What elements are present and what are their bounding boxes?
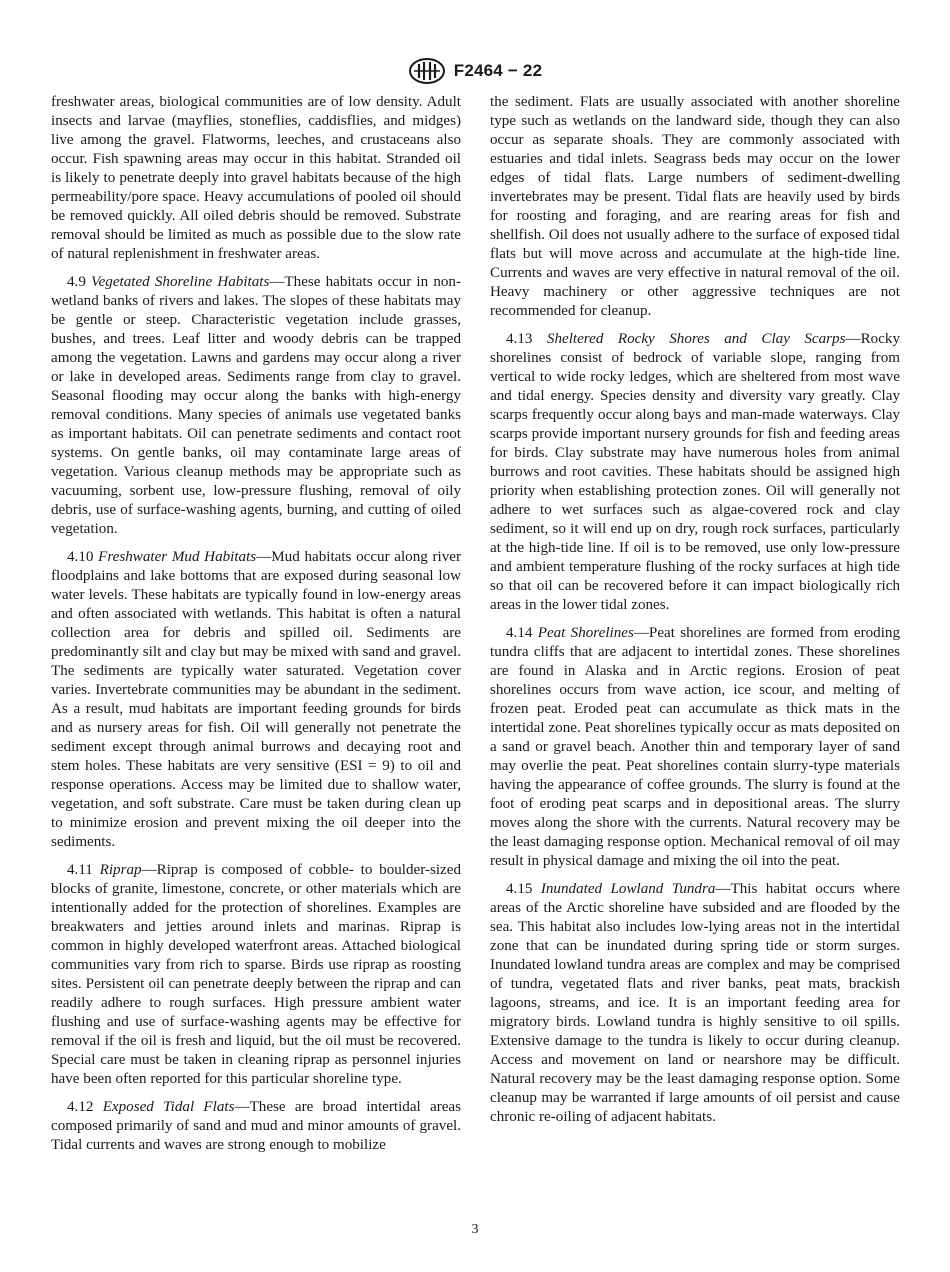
section-4-14 bbox=[490, 624, 900, 871]
section-body: —These habitats occur in non-wetland banks of rivers and lakes. The slopes of these habitats may be gentle or steep. Characteristic vegetation include grasses, bushes, and trees. Leaf litter and woody debris can be trapped among the vegetation. Lawns and gardens may occur along a river or lake in developed areas. Sediments range from clay to gravel. Seasonal flooding may occur along the banks with high-energy removal conditions. Many species of animals use vegetated banks as important habitats. Oil can penetrate sediments and contact root systems. On gentle banks, oil may contaminate large areas of vegetation. Various cleanup methods may be appropriate such as vacuuming, sorbent use, low-pressure flushing, removal of oily debris, use of surface-washing agents, burning, and cutting of oiled vegetation. bbox=[51, 274, 461, 537]
section-4-10 bbox=[51, 548, 461, 852]
section-number: 4.9 bbox=[67, 274, 86, 290]
page-header bbox=[0, 56, 950, 86]
section-4-12 bbox=[51, 1098, 461, 1155]
section-body: —Riprap is composed of cobble- to boulder-sized blocks of granite, limestone, concrete, or other materials which are intentionally added for the protection of shorelines. Examples are breakwaters and jetties around inlets and marinas. Riprap is common in highly developed waterfront areas. Attached biological communities vary from rich to sparse. Birds use riprap as roosting sites. Persistent oil can penetrate deeply between the riprap and can readily adhere to rough surfaces. High pressure ambient water flushing and use of surface-washing agents may be effective for removal if the oil is fresh and liquid, but the oil must be recovered. Special care must be taken in cleaning riprap as personnel injuries have been often reported for this particular shoreline type. bbox=[51, 862, 461, 1087]
section-title: Peat Shorelines bbox=[537, 625, 634, 641]
section-number: 4.15 bbox=[506, 881, 533, 897]
right-column bbox=[490, 93, 900, 1136]
section-number: 4.14 bbox=[506, 625, 533, 641]
section-4-13 bbox=[490, 330, 900, 615]
astm-logo-icon bbox=[408, 58, 446, 84]
page-number: 3 bbox=[471, 1222, 479, 1237]
section-title: Exposed Tidal Flats bbox=[102, 1099, 235, 1115]
section-number: 4.12 bbox=[67, 1099, 94, 1115]
section-4-9 bbox=[51, 273, 461, 539]
standard-designation: F2464 − 22 bbox=[453, 61, 543, 80]
section-body: —Mud habitats occur along river floodplains and lake bottoms that are exposed during seasonal low water levels. These habitats are typically found in low-energy areas and often associated with wetlands. This habitat is often a natural collection area for debris and spilled oil. Sediments are predominantly silt and clay but may be mixed with sand and gravel. The sediments are typically water saturated. Vegetation cover varies. Invertebrate communities may be abundant in the sediment. As a result, mud habitats are important feeding grounds for birds and as nursery areas for fish. Oil will generally not penetrate the sediment except through animal burrows and decaying root and stem holes. These habitats are very sensitive (ESI = 9) to oil and response operations. Access may be limited due to shallow water, vegetation, and soft substrate. Care must be taken during clean up to minimize erosion and prevent mixing the oil deeper into the sediments. bbox=[51, 549, 461, 850]
paragraph-continuation: the sediment. Flats are usually associated with another shoreline type such as wetlands on the landward side, though they can also occur as separate shoals. They are commonly associated with estuaries and tidal inlets. Seagrass beds may occur on the lower edges of tidal flats. Large numbers of sediment-dwelling invertebrates may be present. Tidal flats are heavily used by birds for roosting and foraging, and are rearing areas for fish and shellfish. Oil does not usually adhere to the surface of exposed tidal flats but will move across and accumulate at the high-tide line. Currents and waves are very effective in natural removal of the oil. Heavy machinery or other aggressive techniques are not recommended for cleanup. bbox=[490, 94, 900, 319]
section-body: —This habitat occurs where areas of the Arctic shoreline have subsided and are flooded by the sea. This habitat also includes low-lying areas not in the intertidal zone that can be inundated during spring tide or storm surges. Inundated lowland tundra areas are complex and may be comprised of tundra, vegetated flats and river banks, peat mats, brackish lagoons, streams, and ice. It is an important feeding area for migratory birds. Lowland tundra is highly sensitive to oil spills. Extensive damage to the tundra is likely to occur during cleanup. Access and movement on land or nearshore may be difficult. Natural recovery may be the least damaging response option. Some cleanup may be warranted if large amounts of oil persist and cause chronic re-oiling of adjacent habitats. bbox=[490, 881, 900, 1125]
section-number: 4.11 bbox=[67, 862, 93, 878]
section-body: —These are broad intertidal areas composed primarily of sand and mud and minor amounts of gravel. Tidal currents and waves are strong enough to mobilize bbox=[51, 1099, 461, 1153]
section-body: —Rocky shorelines consist of bedrock of variable slope, ranging from vertical to wide rocky ledges, which are sheltered from most wave and tidal energy. Species density and diversity vary greatly. Clay scarps frequently occur along bays and man-made waterways. Clay scarps provide important nursery grounds for fish and feeding areas for birds. Clay substrate may have numerous holes from animal burrows and root cavities. These habitats should be assigned high priority when establishing protection zones. Oil will generally not adhere to wet surfaces such as algae-covered rock and clay sediment, so it will end up on dry, rough rock surfaces, particularly at the high-tide line. If oil is to be removed, use only low-pressure and ambient temperature flushing of the rocky surfaces at high tide so that oil can be recovered before it can impact biologically rich areas in the lower tidal zones. bbox=[490, 331, 900, 613]
section-title: Vegetated Shoreline Habitats bbox=[91, 274, 270, 290]
section-title: Inundated Lowland Tundra bbox=[540, 881, 716, 897]
section-body: —Peat shorelines are formed from eroding tundra cliffs that are adjacent to intertidal zones. These shorelines are found in Alaska and in Arctic regions. Erosion of peat shorelines occurs from wave action, ice scour, and melting of frozen peat. Eroded peat can accumulate as thick mats in the intertidal zone. Peat shorelines typically occur as mats deposited on a sand or gravel beach. Another thin and temporary layer of sand may overlie the peat. Peat shorelines contain slurry-type materials having the appearance of coffee grounds. The slurry is found at the foot of eroding peat scarps and in depositional areas. The slurry moves along the shore with the currents. Natural recovery may be the least damaging response option. Mechanical removal of oil may result in physical damage and mixing the oil into the peat. bbox=[490, 625, 901, 869]
section-number: 4.10 bbox=[67, 549, 94, 565]
paragraph-continuation: freshwater areas, biological communities are of low density. Adult insects and larvae (mayflies, stoneflies, caddisflies, and midges) live among the gravel. Flatworms, leeches, and crustaceans also occur. Fish spawning areas may occur in this habitat. Stranded oil is likely to penetrate deeply into gravel habitats because of the high permeability/pore space. Heavy accumulations of pooled oil should be removed quickly. All oiled debris should be removed. Substrate removal should be limited as much as possible due to the slow rate of natural replenishment in freshwater areas. bbox=[51, 94, 461, 262]
section-4-15 bbox=[490, 880, 900, 1127]
section-title: Riprap bbox=[99, 862, 142, 878]
section-number: 4.13 bbox=[506, 331, 533, 347]
section-4-11 bbox=[51, 861, 461, 1089]
section-title: Freshwater Mud Habitats bbox=[98, 549, 257, 565]
left-column bbox=[51, 93, 461, 1164]
section-title: Sheltered Rocky Shores and Clay Scarps bbox=[546, 331, 846, 347]
